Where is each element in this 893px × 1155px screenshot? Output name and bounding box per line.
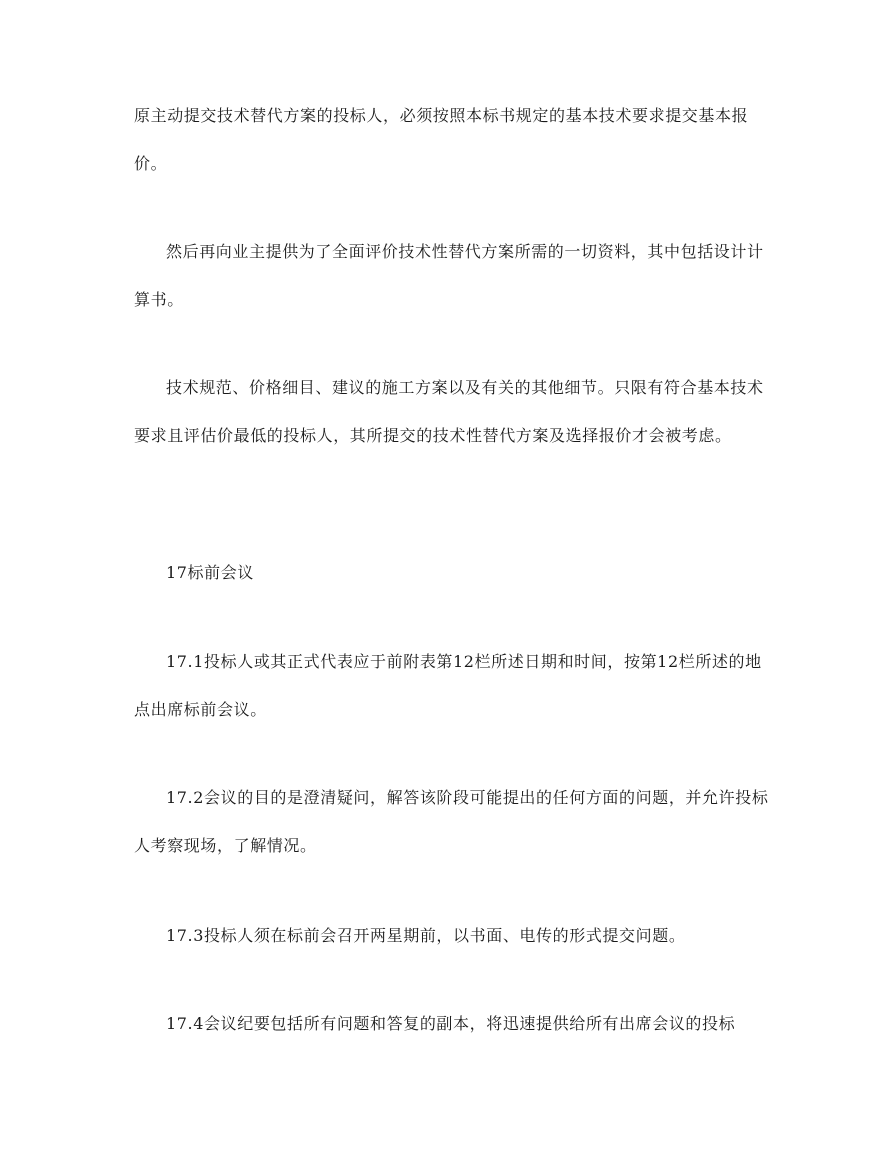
clause-17-1: 17.1投标人或其正式代表应于前附表第12栏所述日期和时间，按第12栏所述的地点出席标前会议。 — [134, 652, 762, 719]
section-heading-pre-bid-meeting: 17标前会议 — [166, 563, 254, 582]
paragraph-technical-specifications: 技术规范、价格细目、建议的施工方案以及有关的其他细节。只限有符合基本技术要求且评估价最低的投标人，其所提交的技术性替代方案及选择报价才会被考虑。 — [134, 378, 764, 445]
clause-17-2: 17.2会议的目的是澄清疑问，解答该阶段可能提出的任何方面的问题，并允许投标人考察现场，了解情况。 — [134, 788, 769, 855]
paragraph-alternative-documents: 然后再向业主提供为了全面评价技术性替代方案所需的一切资料，其中包括设计计算书。 — [134, 242, 764, 309]
paragraph-alternative-bid-continuation: 原主动提交技术替代方案的投标人，必须按照本标书规定的基本技术要求提交基本报价。 — [134, 106, 749, 173]
clause-17-3: 17.3投标人须在标前会召开两星期前，以书面、电传的形式提交问题。 — [166, 926, 686, 945]
clause-17-4: 17.4会议纪要包括所有问题和答复的副本，将迅速提供给所有出席会议的投标 — [166, 1014, 736, 1033]
